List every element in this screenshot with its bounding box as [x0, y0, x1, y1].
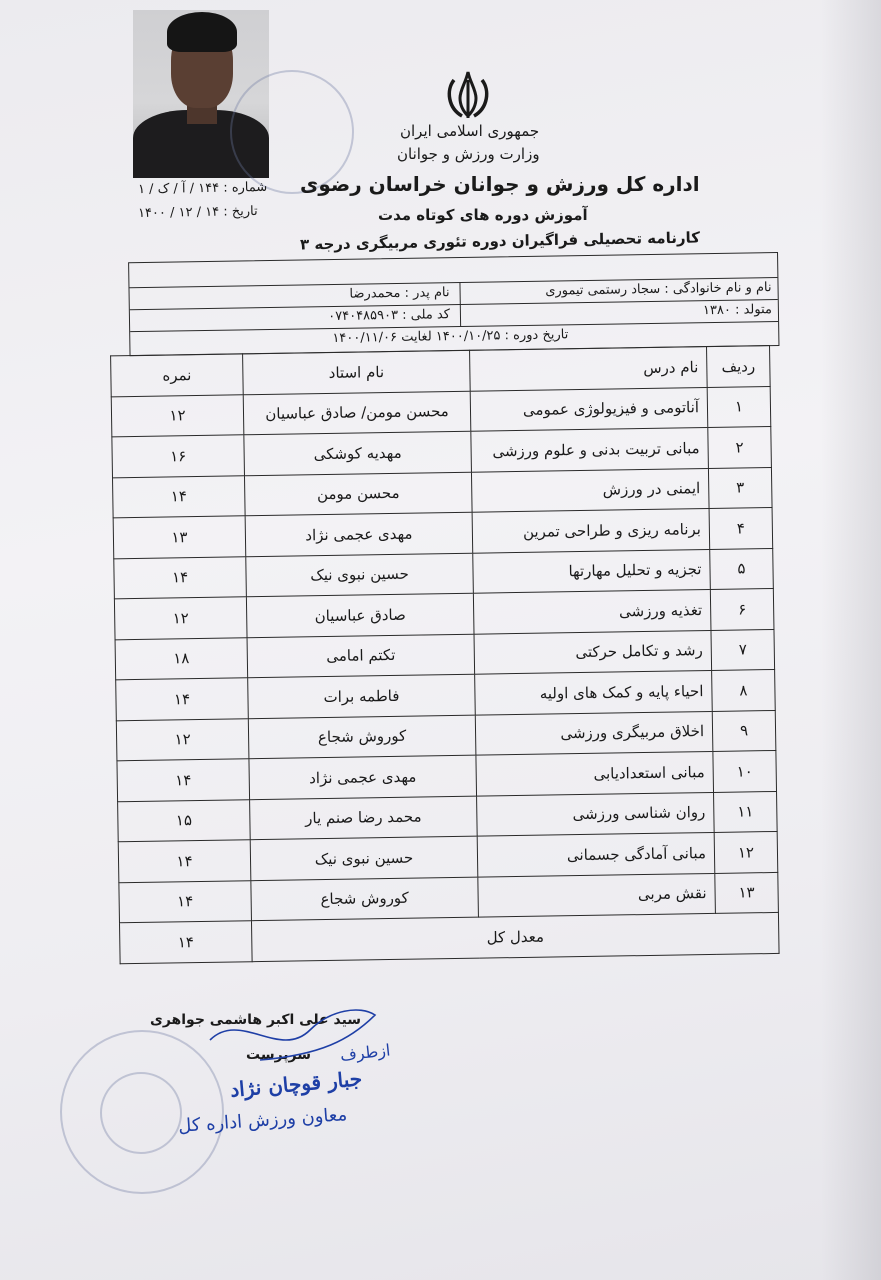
grade-value: ۱۲	[111, 394, 244, 437]
iran-emblem-icon	[440, 66, 496, 122]
supervisor-name: سید علی اکبر هاشمی جواهری	[150, 1012, 362, 1028]
teacher-name: کوروش شجاع	[248, 715, 476, 759]
header-course: نام درس	[470, 346, 708, 390]
row-number: ۷	[711, 629, 775, 670]
course-name: مبانی آمادگی جسمانی	[477, 832, 715, 876]
office-title: اداره کل ورزش و جوانان خراسان رضوی	[300, 172, 700, 196]
teacher-name: کوروش شجاع	[251, 877, 479, 921]
row-number: ۱۱	[714, 791, 778, 832]
row-number: ۲	[708, 426, 772, 467]
course-name: اخلاق مربیگری ورزشی	[475, 711, 713, 755]
teacher-name: تکتم امامی	[247, 634, 475, 678]
teacher-name: مهدی عجمی نژاد	[245, 512, 473, 556]
row-number: ۱۰	[713, 750, 777, 791]
grade-value: ۱۵	[118, 799, 251, 842]
father-name: نام پدر : محمدرضا	[349, 285, 450, 302]
course-name: رشد و تکامل حرکتی	[474, 630, 712, 674]
average-value: ۱۴	[119, 921, 252, 964]
grade-value: ۱۴	[117, 759, 250, 802]
course-name: نقش مربی	[478, 873, 716, 917]
grade-value: ۱۴	[116, 678, 249, 721]
header-teacher: نام استاد	[243, 350, 471, 394]
course-name: روان شناسی ورزشی	[477, 792, 715, 836]
row-number: ۴	[709, 507, 773, 548]
row-number: ۵	[710, 548, 774, 589]
row-number: ۶	[710, 588, 774, 629]
document-date: تاریخ : ۱۴ / ۱۲ / ۱۴۰۰	[137, 203, 258, 222]
row-number: ۸	[712, 669, 776, 710]
course-name: مبانی تربیت بدنی و علوم ورزشی	[471, 427, 709, 471]
teacher-name: محمد رضا صنم یار	[250, 796, 478, 840]
national-id: کد ملی : ۰۷۴۰۴۸۵۹۰۳	[328, 307, 451, 325]
teacher-name: حسین نبوی نیک	[246, 553, 474, 597]
report-title: کارنامه تحصیلی فراگیران دوره تئوری مربیگری درجه ۳	[299, 228, 701, 254]
teacher-name: مهدیه کوشکی	[244, 431, 472, 475]
header-grade: نمره	[111, 354, 244, 397]
signature-scribble-icon	[200, 1000, 390, 1070]
row-number: ۳	[708, 467, 772, 508]
row-number: ۱۲	[714, 831, 778, 872]
grade-value: ۱۶	[112, 435, 245, 478]
supervisor-role: سرپرست	[246, 1047, 312, 1063]
row-number: ۱	[707, 386, 771, 427]
average-label: معدل کل	[251, 912, 779, 961]
course-name: آناتومی و فیزیولوژی عمومی	[470, 387, 708, 431]
grade-value: ۱۴	[119, 880, 252, 923]
grade-value: ۱۳	[113, 516, 246, 559]
grade-value: ۱۸	[115, 637, 248, 680]
row-number: ۱۳	[715, 872, 779, 913]
teacher-name: حسین نبوی نیک	[250, 836, 478, 880]
teacher-name: مهدی عجمی نژاد	[249, 755, 477, 799]
grade-value: ۱۴	[114, 556, 247, 599]
course-name: تجزیه و تحلیل مهارتها	[473, 549, 711, 593]
grade-value: ۱۲	[116, 718, 249, 761]
on-behalf-text: ازطرف	[339, 1040, 392, 1065]
dept-text: آموزش دوره های کوتاه مدت	[378, 206, 588, 224]
teacher-name: فاطمه برات	[248, 674, 476, 718]
republic-text: جمهوری اسلامی ایران	[400, 122, 540, 140]
header-row-number: ردیف	[707, 346, 771, 387]
grade-value: ۱۴	[112, 475, 245, 518]
grade-value: ۱۲	[114, 597, 247, 640]
grades-table	[110, 345, 779, 964]
student-name: نام و نام خانوادگی : سجاد رستمی تیموری	[545, 280, 772, 299]
course-name: تغذیه ورزشی	[473, 589, 711, 633]
course-period: تاریخ دوره : ۱۴۰۰/۱۰/۲۵ لغایت ۱۴۰۰/۱۱/۰۶	[332, 327, 569, 347]
course-name: احیاء پایه و کمک های اولیه	[475, 670, 713, 714]
ministry-text: وزارت ورزش و جوانان	[397, 145, 540, 163]
teacher-name: صادق عباسیان	[246, 593, 474, 637]
course-name: مبانی استعدادیابی	[476, 751, 714, 795]
document-number: شماره : ۱۴۴ / آ / ک / ۱	[137, 179, 268, 198]
office-stamp-inner	[100, 1072, 182, 1154]
teacher-name: محسن مومن	[244, 472, 472, 516]
signer-title: معاون ورزش اداره کل	[177, 1104, 348, 1137]
teacher-name: محسن مومن/ صادق عباسیان	[243, 391, 471, 435]
grade-value: ۱۴	[118, 840, 251, 883]
course-name: برنامه ریزی و طراحی تمرین	[472, 508, 710, 552]
course-name: ایمنی در ورزش	[471, 468, 709, 512]
birth-year: متولد : ۱۳۸۰	[702, 302, 773, 319]
signer-name: جبار قوچان نژاد	[229, 1066, 363, 1102]
student-info-box	[128, 252, 779, 356]
row-number: ۹	[712, 710, 776, 751]
